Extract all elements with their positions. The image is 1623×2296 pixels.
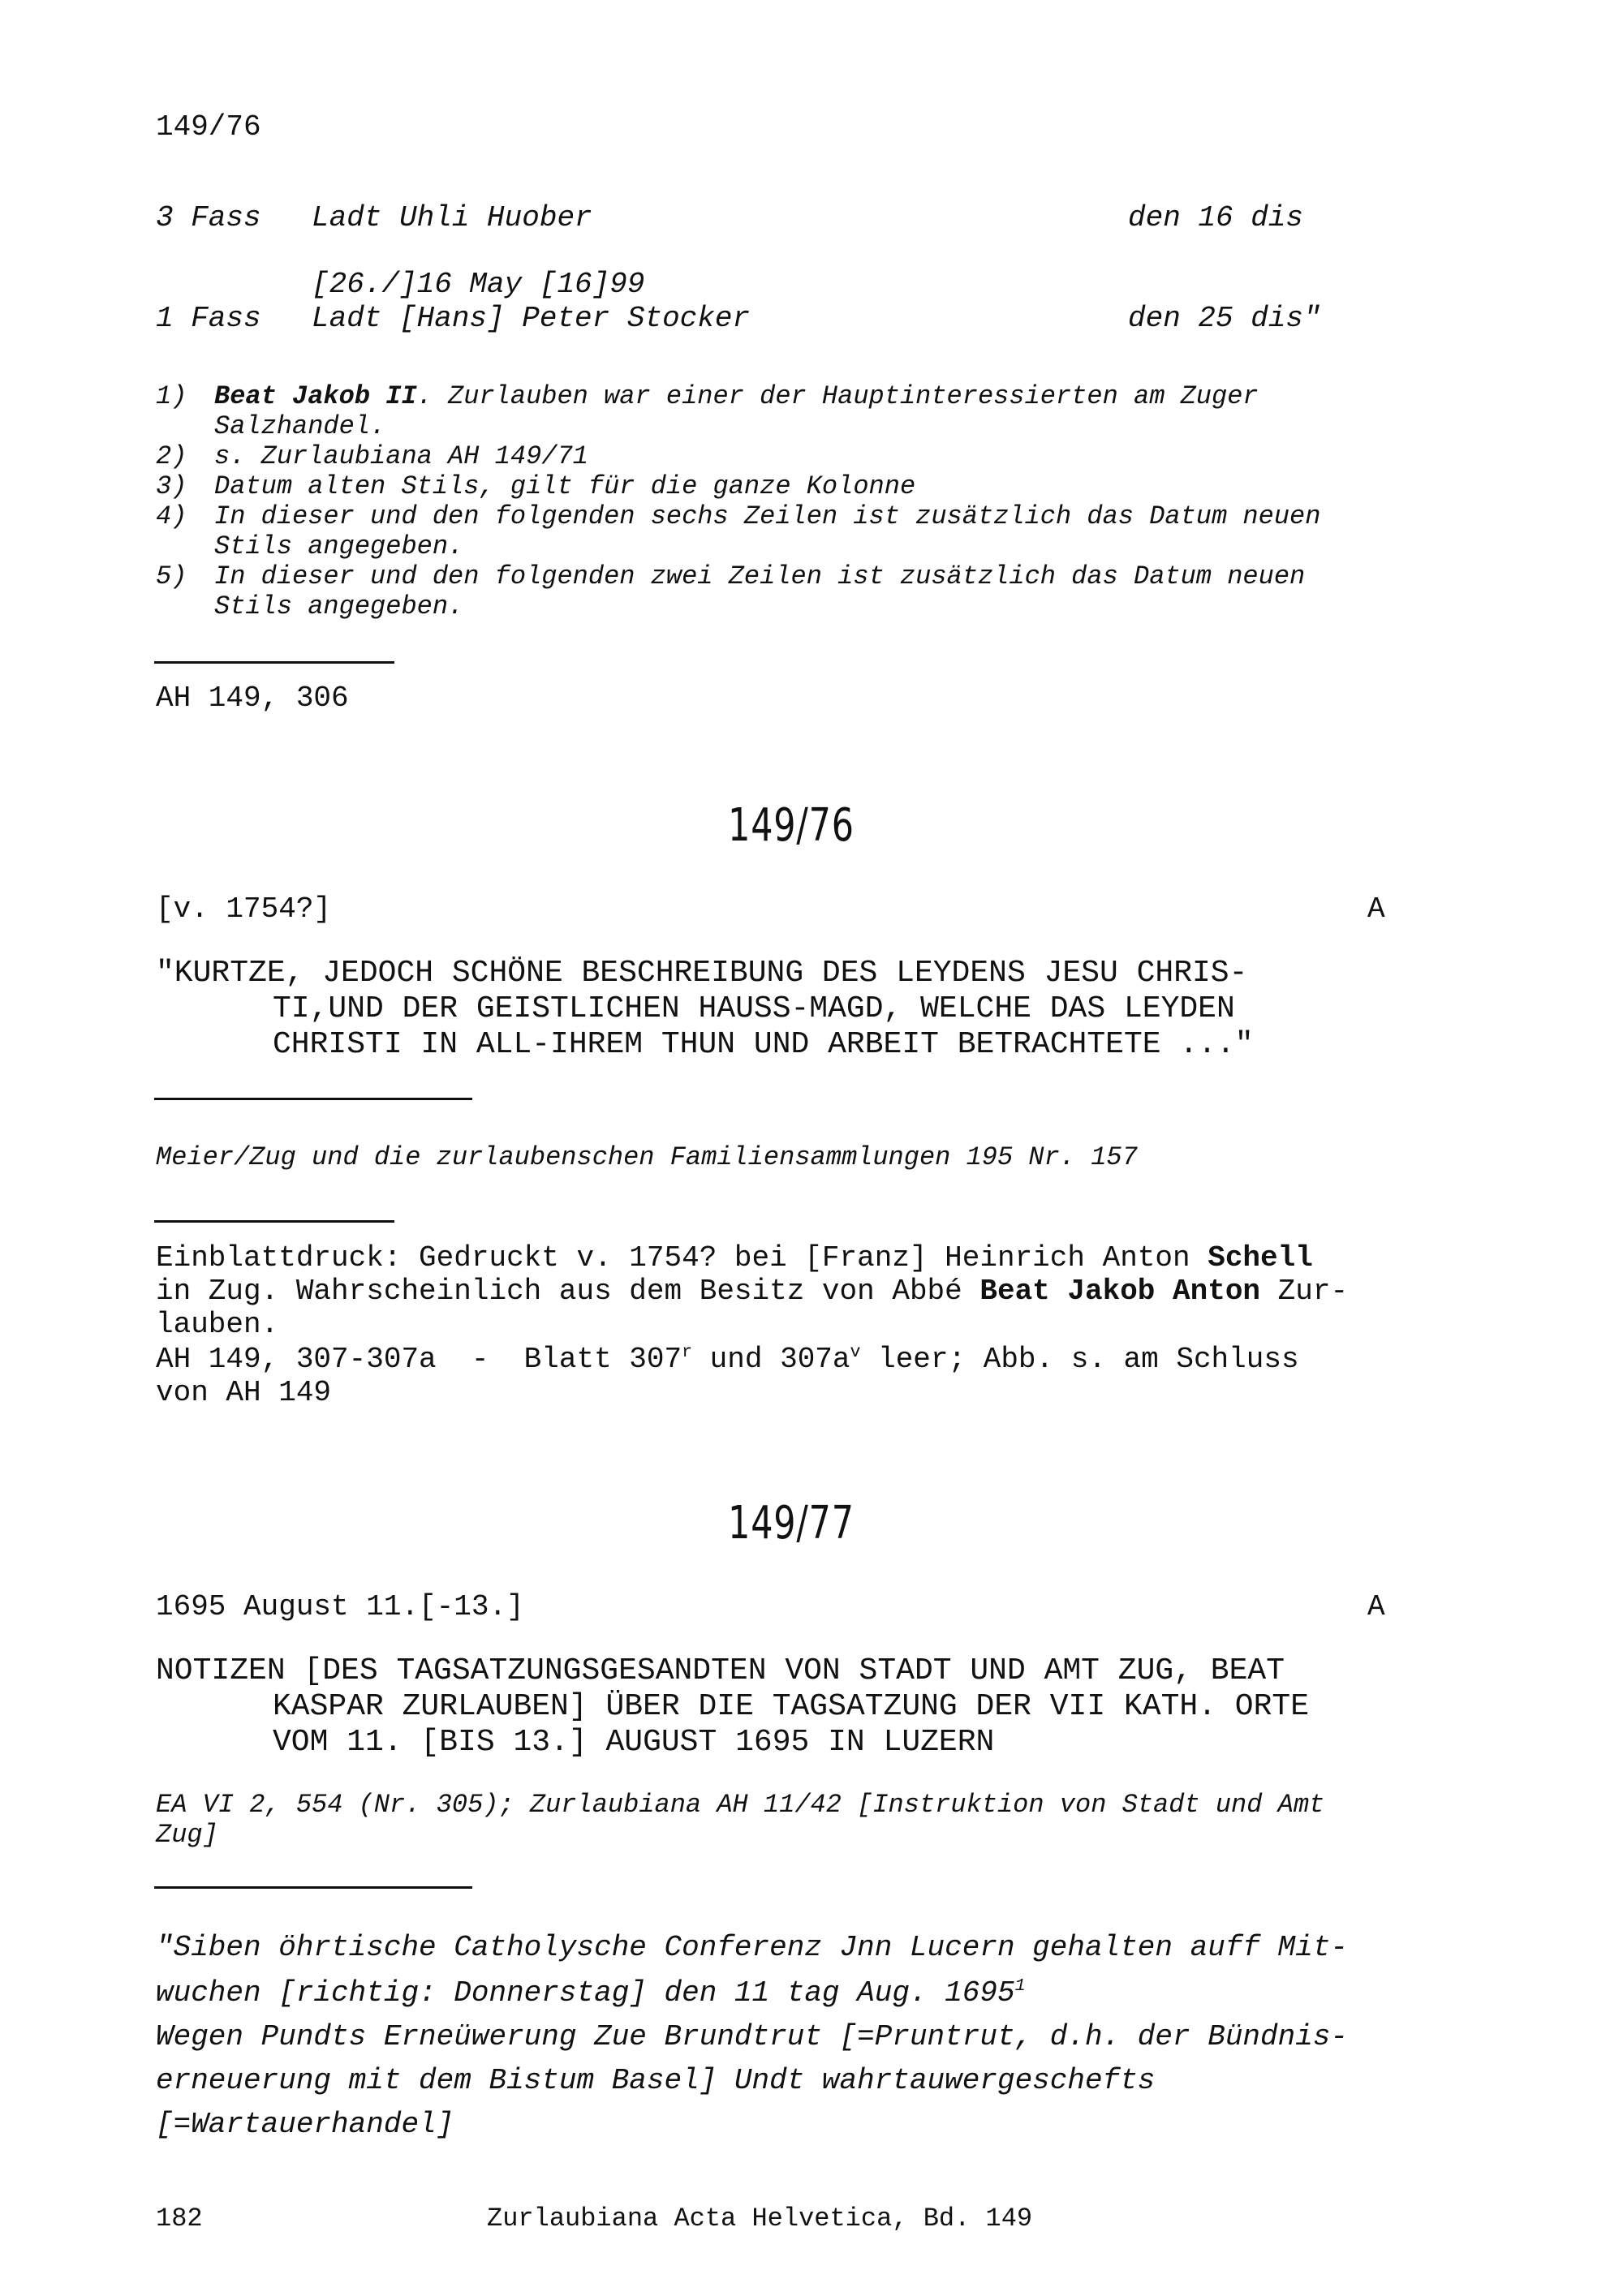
archive-ref: AH 149, 306 [156,681,349,715]
entry-77-heading: 149/77 [728,1497,855,1550]
footnote-4-cont: Stils angegeben. [214,531,464,561]
desc-sup: v [850,1343,861,1362]
quote-text: wuchen [richtig: Donnerstag] den 11 tag Aug. 1695 [156,1976,1015,2010]
entry-76-heading: 149/76 [728,799,855,852]
entry-76-desc-line2 [156,1275,1348,1308]
divider [154,1220,394,1223]
entry-77-quote-line4: erneuerung mit dem Bistum Basel] Undt wahrtauwergeschefts [156,2064,1156,2097]
footnote-4-num: 4) [156,501,187,531]
table-row1-text: Ladt Uhli Huober [312,201,592,234]
footer-title: Zurlaubiana Acta Helvetica, Bd. 149 [487,2204,1033,2234]
entry-77-literature-line1: EA VI 2, 554 (Nr. 305); Zurlaubiana AH 11/42 [Instruktion von Stadt und Amt [156,1790,1325,1820]
desc-text: Zur- [1260,1275,1349,1308]
table-row2-text: Ladt [Hans] Peter Stocker [312,302,751,335]
entry-77-title-line3: VOM 11. [BIS 13.] AUGUST 1695 IN LUZERN [273,1725,995,1760]
footnote-1 [214,381,1259,411]
desc-text: Einblattdruck: Gedruckt v. 1754? bei [Franz] Heinrich Anton [156,1241,1208,1275]
table-row2-date: den 25 dis" [1128,302,1321,335]
footnote-1-text: . Zurlauben war einer der Hauptinteressierten am Zuger [416,381,1259,411]
desc-text: AH 149, 307-307a - Blatt 307 [156,1343,682,1376]
entry-76-desc-line3: lauben. [156,1308,279,1341]
divider [154,1098,472,1100]
footnote-1-num: 1) [156,381,187,411]
entry-76-title-line3: CHRISTI IN ALL-IHREM THUN UND ARBEIT BETRACHTETE ..." [273,1027,1254,1062]
footnote-5-text: In dieser und den folgenden zwei Zeilen ist zusätzlich das Datum neuen [214,561,1306,591]
footnote-2-num: 2) [156,441,187,471]
table-row2-qty: 1 Fass [156,302,261,335]
table-row2-date-line: [26./]16 May [16]99 [312,268,645,301]
footnote-3-num: 3) [156,471,187,501]
footnote-4-text: In dieser und den folgenden sechs Zeilen ist zusätzlich das Datum neuen [214,501,1321,531]
desc-bold-name: Schell [1208,1241,1313,1275]
page-header-number: 149/76 [156,110,261,144]
entry-77-type: A [1367,1590,1385,1623]
footnote-3-text: Datum alten Stils, gilt für die ganze Kolonne [214,471,916,501]
entry-77-quote-line5: [=Wartauerhandel] [156,2108,454,2141]
entry-76-desc-line5: von AH 149 [156,1376,332,1409]
entry-77-date: 1695 August 11.[-13.] [156,1590,524,1623]
footnote-5-cont: Stils angegeben. [214,591,464,621]
entry-76-literature: Meier/Zug und die zurlaubenschen Familiensammlungen 195 Nr. 157 [156,1142,1138,1172]
entry-77-quote-line3: Wegen Pundts Erneüwerung Zue Brundtrut [=Pruntrut, d.h. der Bündnis- [156,2020,1349,2053]
footnote-2-text: s. Zurlaubiana AH 149/71 [214,441,588,471]
divider [154,661,394,664]
entry-76-desc-line1 [156,1241,1313,1275]
entry-76-date: [v. 1754?] [156,892,332,926]
footnote-1-cont: Salzhandel. [214,411,386,441]
table-row1-date: den 16 dis [1128,201,1304,234]
entry-77-literature-line2: Zug] [156,1820,218,1850]
desc-text: in Zug. Wahrscheinlich aus dem Besitz von Abbé [156,1275,980,1308]
divider [154,1886,472,1889]
quote-footnote-ref: 1 [1014,1976,1026,1996]
desc-bold-name: Beat Jakob Anton [979,1275,1261,1308]
footnote-1-bold: Beat Jakob II [214,381,417,411]
entry-76-title-line1: "KURTZE, JEDOCH SCHÖNE BESCHREIBUNG DES LEYDENS JESU CHRIS- [156,956,1248,991]
entry-77-title-line2: KASPAR ZURLAUBEN] ÜBER DIE TAGSATZUNG DER VII KATH. ORTE [273,1689,1310,1724]
desc-sup: r [682,1343,693,1362]
entry-77-quote-line1: "Siben öhrtische Catholysche Conferenz Jnn Lucern gehalten auff Mit- [156,1931,1349,1964]
entry-77-quote-line2 [156,1976,1026,2010]
entry-76-title-line2: TI,UND DER GEISTLICHEN HAUSS-MAGD, WELCHE DAS LEYDEN [273,991,1235,1026]
entry-76-desc-line4 [156,1343,1299,1376]
table-row1-qty: 3 Fass [156,201,261,234]
footer-page-number: 182 [156,2204,203,2234]
entry-77-title-line1: NOTIZEN [DES TAGSATZUNGSGESANDTEN VON STADT UND AMT ZUG, BEAT [156,1653,1285,1688]
footnote-5-num: 5) [156,561,187,591]
desc-text: leer; Abb. s. am Schluss [860,1343,1299,1376]
desc-text: und 307a [692,1343,850,1376]
entry-76-type: A [1367,892,1385,926]
